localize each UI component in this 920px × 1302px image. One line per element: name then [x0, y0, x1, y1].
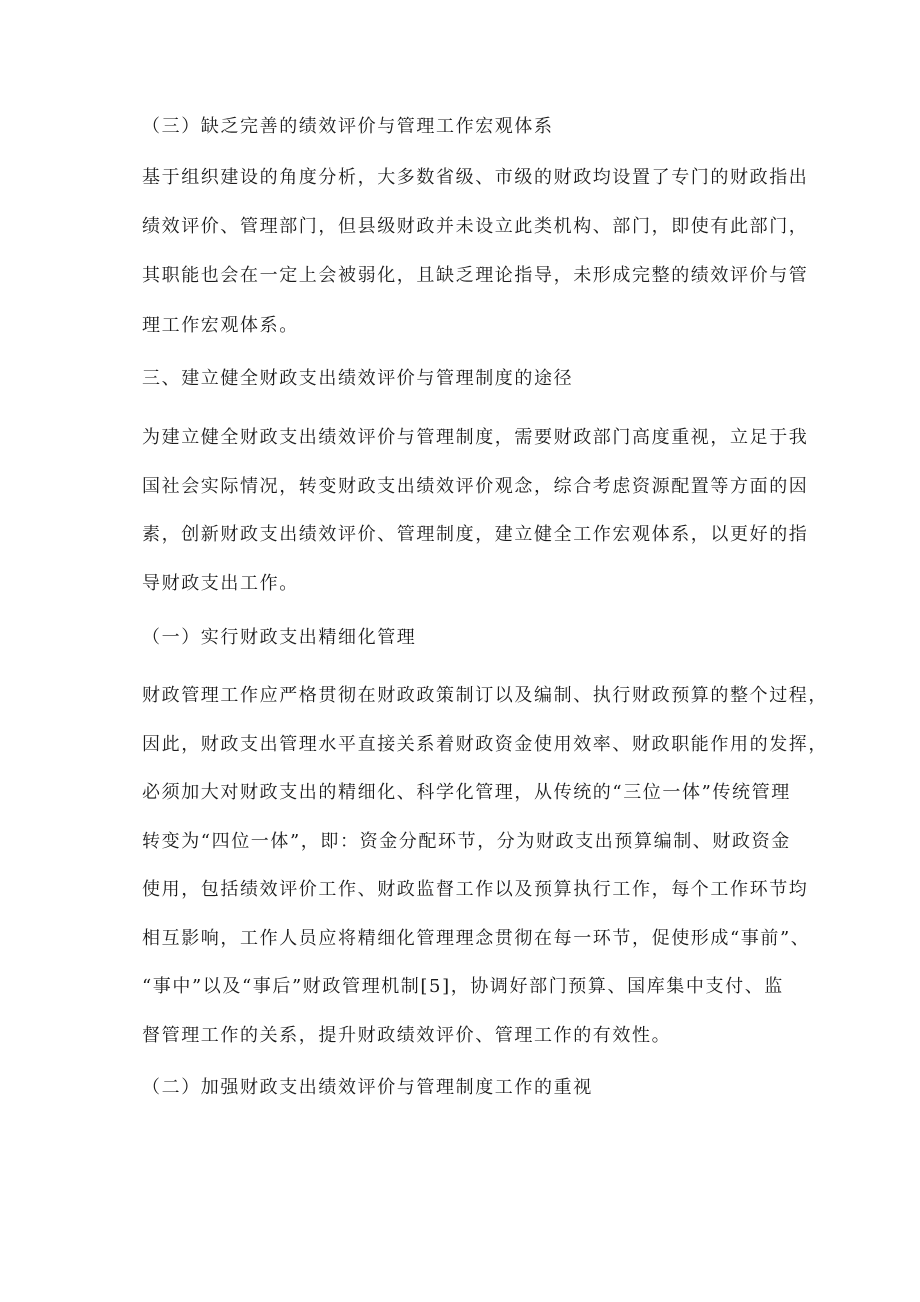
paragraph-line: 使用，包括绩效评价工作、财政监督工作以及预算执行工作，每个工作环节均 — [142, 879, 809, 900]
paragraph-line: 国社会实际情况，转变财政支出绩效评价观念，综合考虑资源配置等方面的因 — [142, 476, 809, 497]
paragraph-line: 绩效评价、管理部门，但县级财政并未设立此类机构、部门，即使有此部门， — [142, 216, 809, 237]
paragraph-line: 为建立健全财政支出绩效评价与管理制度，需要财政部门高度重视，立足于我 — [142, 427, 809, 448]
paragraph-line: 导财政支出工作。 — [142, 573, 299, 594]
paragraph-line: 必须加大对财政支出的精细化、科学化管理，从传统的“三位一体”传统管理 — [142, 782, 791, 803]
subsection-heading: （二）加强财政支出绩效评价与管理制度工作的重视 — [142, 1077, 593, 1098]
paragraph-line: “事中”以及“事后”财政管理机制[5]，协调好部门预算、国库集中支付、监 — [142, 976, 784, 997]
paragraph-line: 财政管理工作应严格贯彻在财政政策制订以及编制、执行财政预算的整个过程， — [142, 685, 828, 706]
paragraph-line: 相互影响，工作人员应将精细化管理理念贯彻在每一环节，促使形成“事前”、 — [142, 928, 811, 949]
paragraph-line: 素，创新财政支出绩效评价、管理制度，建立健全工作宏观体系，以更好的指 — [142, 524, 809, 545]
paragraph-line: 转变为“四位一体”，即：资金分配环节，分为财政支出预算编制、财政资金 — [142, 831, 791, 852]
subsection-heading: （一）实行财政支出精细化管理 — [142, 627, 417, 648]
paragraph-line: 基于组织建设的角度分析，大多数省级、市级的财政均设置了专门的财政指出 — [142, 167, 809, 188]
paragraph-line: 其职能也会在一定上会被弱化，且缺乏理论指导，未形成完整的绩效评价与管 — [142, 265, 809, 286]
chapter-heading: 三、建立健全财政支出绩效评价与管理制度的途径 — [142, 368, 574, 389]
paragraph-line: 理工作宏观体系。 — [142, 315, 299, 336]
section-heading: （三）缺乏完善的绩效评价与管理工作宏观体系 — [142, 116, 554, 137]
paragraph-line: 督管理工作的关系，提升财政绩效评价、管理工作的有效性。 — [142, 1025, 672, 1046]
paragraph-line: 因此，财政支出管理水平直接关系着财政资金使用效率、财政职能作用的发挥， — [142, 734, 828, 755]
